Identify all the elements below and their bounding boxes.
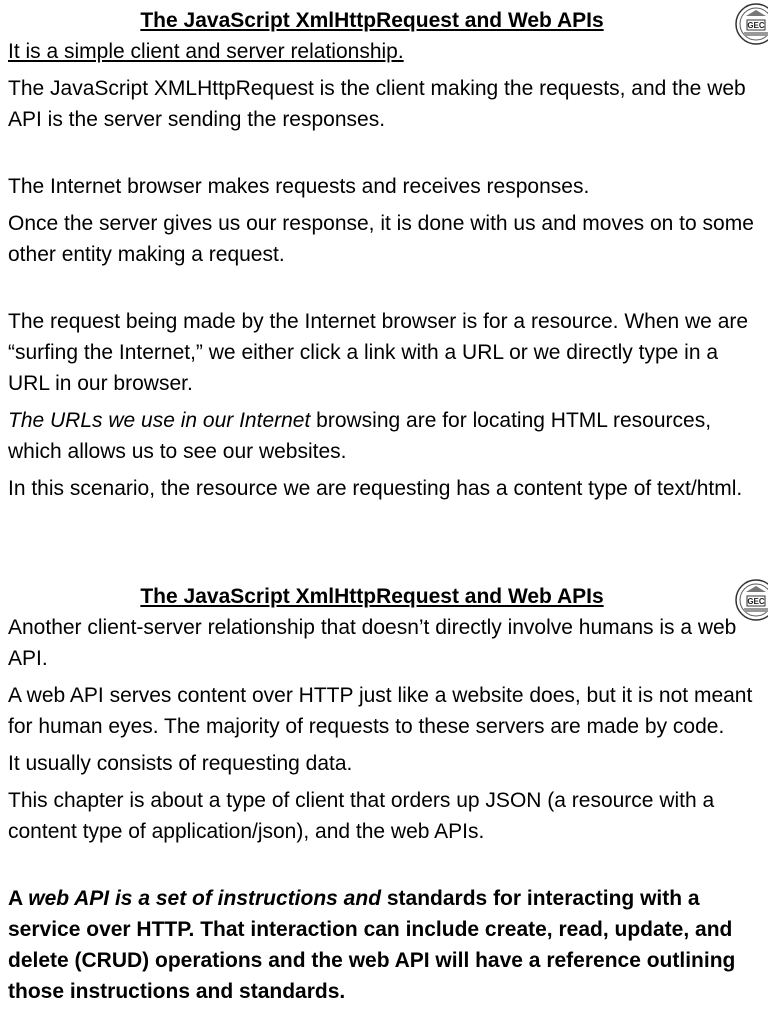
paragraph xyxy=(8,405,760,467)
paragraph-text: browsing are for locating HTML resources, which allows us to see our websites. xyxy=(8,409,712,463)
spacer xyxy=(8,276,760,306)
paragraph: Once the server gives us our response, it is done with us and moves on to some other entity making a request. xyxy=(8,212,754,266)
slide-subtitle: It is a simple client and server relationship. xyxy=(8,40,404,63)
paragraph: In this scenario, the resource we are requesting has a content type of text/html. xyxy=(8,477,743,500)
slide-2 xyxy=(8,582,760,1013)
paragraph: The request being made by the Internet browser is for a resource. When we are “surfing the Internet,” we either click a link with a URL or we directly type in a URL in our browser. xyxy=(8,310,749,395)
paragraph: It usually consists of requesting data. xyxy=(8,752,353,775)
paragraph: This chapter is about a type of client that orders up JSON (a resource with a content type of application/json), and the web APIs. xyxy=(8,789,715,843)
paragraph: Another client-server relationship that doesn’t directly involve humans is a web API. xyxy=(8,616,737,670)
slide-title: The JavaScript XmlHttpRequest and Web APIs xyxy=(140,9,604,32)
logo-text: GEC xyxy=(747,597,765,606)
italic-phrase: web API is a set of instructions and xyxy=(28,887,382,910)
paragraph: A web API serves content over HTTP just like a website does, but it is not meant for human eyes. The majority of requests to these servers are made by code. xyxy=(8,684,753,738)
spacer xyxy=(8,141,760,171)
italic-phrase: The URLs we use in our Internet xyxy=(8,409,311,432)
spacer xyxy=(8,853,760,883)
paragraph: The Internet browser makes requests and receives responses. xyxy=(8,175,590,198)
slide-1 xyxy=(8,6,760,510)
college-crest-icon xyxy=(734,578,768,622)
paragraph: The JavaScript XMLHttpRequest is the client making the requests, and the web API is the server sending the responses. xyxy=(8,77,746,131)
college-crest-icon xyxy=(734,2,768,46)
paragraph-text: A xyxy=(8,887,29,910)
paragraph-text: standards for interacting with a service over HTTP. That interaction can include create, read, update, and delete (CRUD) operations and the web API will have a reference outlining those instructions and standards. xyxy=(8,887,736,1003)
definition-paragraph xyxy=(8,883,760,1007)
slide-title: The JavaScript XmlHttpRequest and Web APIs xyxy=(140,585,604,608)
logo-text: GEC xyxy=(747,21,765,30)
